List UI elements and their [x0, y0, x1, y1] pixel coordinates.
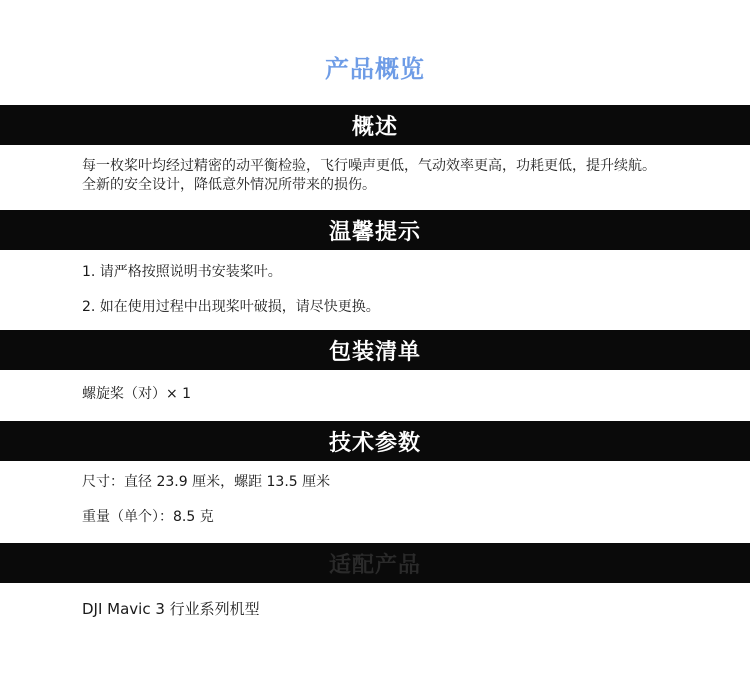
overview-line-1: 每一枚桨叶均经过精密的动平衡检验，飞行噪声更低，气动效率更高，功耗更低，提升续航。 [82, 158, 656, 174]
section-header-tips [0, 210, 750, 250]
section-header-overview [0, 105, 750, 145]
section-header-packing [0, 330, 750, 370]
tips-line-1: 1. 请严格按照说明书安装桨叶。 [82, 264, 282, 280]
page-title: 产品概览 [325, 55, 425, 83]
tips-line-2: 2. 如在使用过程中出现桨叶破损，请尽快更换。 [82, 299, 380, 315]
overview-line-2: 全新的安全设计，降低意外情况所带来的损伤。 [82, 177, 376, 193]
section-header-compatible [0, 543, 750, 583]
section-title-overview: 概述 [351, 114, 398, 140]
specs-line-2: 重量（单个）：8.5 克 [82, 509, 214, 525]
compatible-line-1: DJI Mavic 3 行业系列机型 [82, 600, 260, 618]
section-title-specs: 技术参数 [328, 430, 421, 456]
packing-line-1: 螺旋桨（对）× 1 [82, 386, 192, 402]
section-header-specs [0, 421, 750, 461]
section-title-packing: 包装清单 [328, 339, 421, 365]
section-title-compatible: 适配产品 [328, 552, 421, 578]
specs-line-1: 尺寸：直径 23.9 厘米，螺距 13.5 厘米 [82, 474, 331, 490]
section-title-tips: 温馨提示 [328, 219, 421, 245]
